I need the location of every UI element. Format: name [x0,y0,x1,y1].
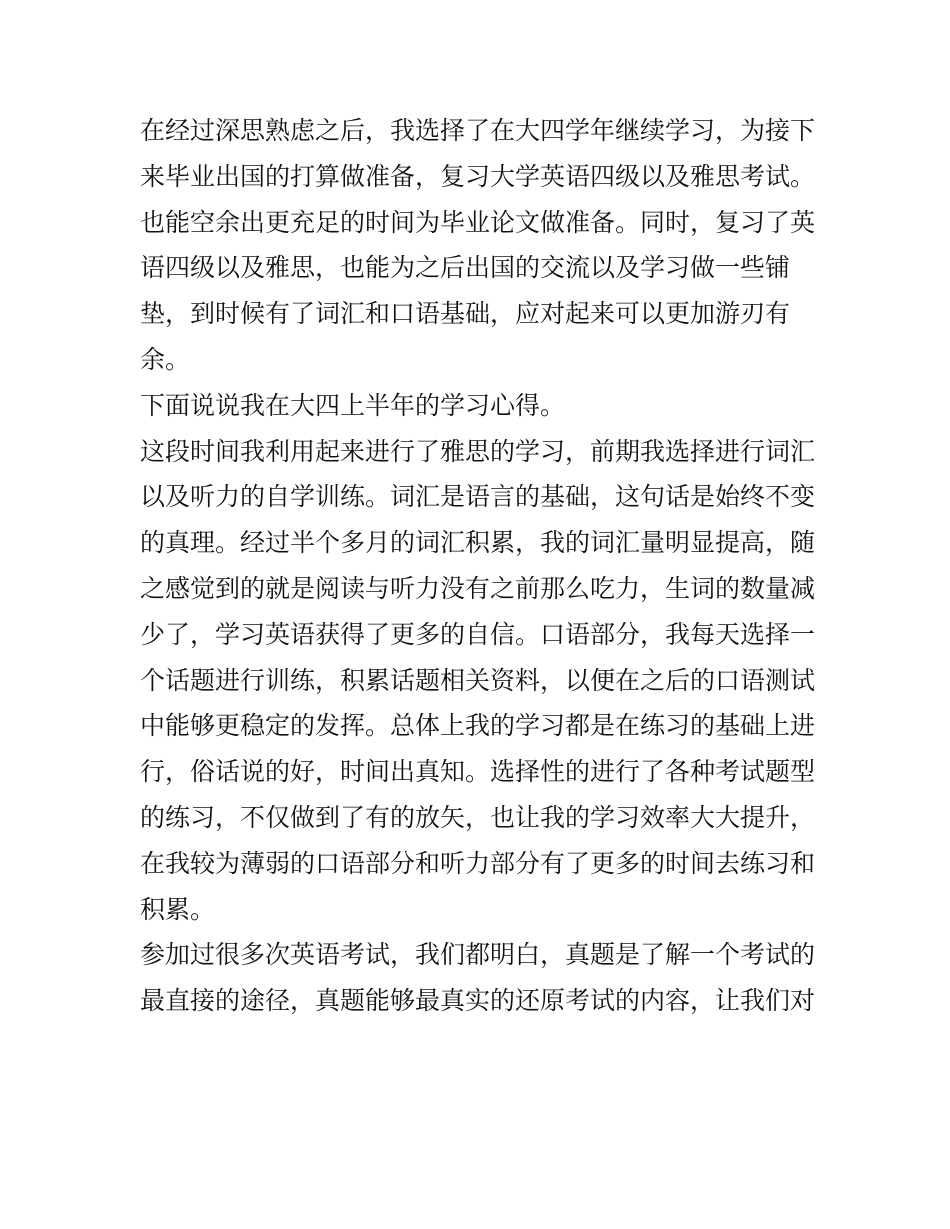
text-line: 也能空余出更充足的时间为毕业论文做准备。同时，复习了英 [140,207,816,237]
text-line: 垫，到时候有了词汇和口语基础，应对起来可以更加游刃有 [140,299,791,329]
text-line: 的练习，不仅做到了有的放矢，也让我的学习效率大大提升， [140,802,816,832]
text-line: 语四级以及雅思，也能为之后出国的交流以及学习做一些铺 [140,253,791,283]
text-line: 下面说说我在大四上半年的学习心得。 [140,390,566,420]
text-line: 行，俗话说的好，时间出真知。选择性的进行了各种考试题型 [140,757,816,787]
text-line: 余。 [140,344,191,374]
text-line: 来毕业出国的打算做准备，复习大学英语四级以及雅思考试。 [140,161,816,191]
text-line: 在经过深思熟虑之后，我选择了在大四学年继续学习，为接下 [140,116,816,145]
text-line: 在我较为薄弱的口语部分和听力部分有了更多的时间去练习和 [140,848,816,878]
text-line: 的真理。经过半个多月的词汇积累，我的词汇量明显提高，随 [140,528,816,558]
text-line: 最直接的途径，真题能够最真实的还原考试的内容，让我们对 [140,986,816,1016]
text-line: 少了，学习英语获得了更多的自信。口语部分，我每天选择一 [140,619,816,649]
text-line: 个话题进行训练，积累话题相关资料，以便在之后的口语测试 [140,665,816,695]
text-line: 中能够更稳定的发挥。总体上我的学习都是在练习的基础上进 [140,711,816,741]
text-line: 之感觉到的就是阅读与听力没有之前那么吃力，生词的数量减 [140,573,816,603]
text-line: 以及听力的自学训练。词汇是语言的基础，这句话是始终不变 [140,482,816,512]
text-line: 参加过很多次英语考试，我们都明白，真题是了解一个考试的 [140,940,816,970]
text-line: 积累。 [140,894,216,924]
text-line: 这段时间我利用起来进行了雅思的学习，前期我选择进行词汇 [140,436,816,466]
body-text [140,108,816,1024]
